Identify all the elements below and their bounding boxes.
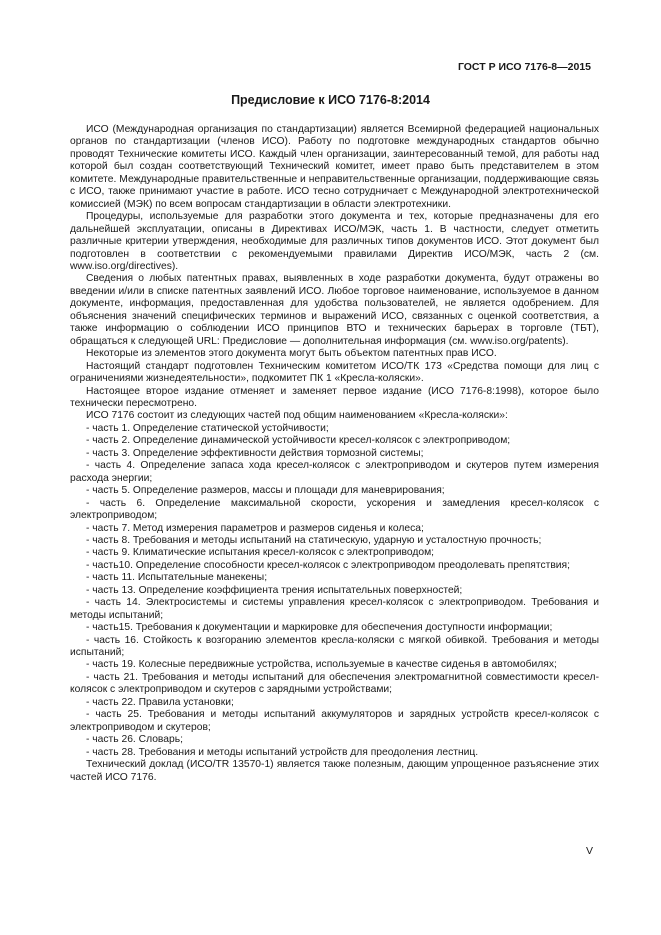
- paragraph: - часть 1. Определение статической устойчивости;: [86, 422, 329, 434]
- paragraph: ИСО 7176 состоит из следующих частей под общим наименованием «Кресла-коляски»:: [86, 410, 508, 422]
- paragraph: Настоящее второе издание отменяет и заменяет первое издание (ИСО 7176-8:1998), которое было технически пересмотрено.: [70, 385, 599, 409]
- paragraph: - часть 28. Требования и методы испытаний устройств для преодоления лестниц.: [86, 746, 479, 758]
- paragraph: Процедуры, используемые для разработки этого документа и тех, которые предназначены для его дальнейшей эксплуатации, описаны в Директивах ИСО/МЭК, часть 1. В частности, следует отметить различные критерии утверждения, необходимые для различных типов документов ИСО. Этот документ был подготовлен в соответствии с рекомендуемыми правилами Директив ИСО/МЭК, часть 2 (см. www.iso.org/directives).: [70, 211, 599, 272]
- paragraph: Настоящий стандарт подготовлен Техническим комитетом ИСО/ТК 173 «Средства помощи для лиц с ограничениями жизнедеятельности», подкомитет ПК 1 «Кресла-коляски».: [70, 360, 599, 385]
- paragraph: - часть 22. Правила установки;: [86, 696, 234, 708]
- paragraph: - часть 7. Метод измерения параметров и размеров сиденья и колеса;: [86, 522, 424, 534]
- paragraph: - часть 16. Стойкость к возгоранию элементов кресла-коляски с мягкой обивкой. Требования и методы испытаний;: [70, 634, 599, 659]
- paragraph: - часть 6. Определение максимальной скорости, ускорения и замедления кресел-колясок с электроприводом;: [70, 497, 599, 522]
- paragraph: - часть 25. Требования и методы испытаний аккумуляторов и зарядных устройств кресел-колясок с электроприводом и скутеров;: [70, 709, 599, 733]
- document-body: [70, 124, 599, 784]
- paragraph: ИСО (Международная организация по стандартизации) является Всемирной федерацией национальных органов по стандартизации (членов ИСО). Работу по подготовке международных стандартов обычно проводят Технические комитеты ИСО. Каждый член организации, заинтересованный темой, для работы над которой был создан соответствующий Технический комитет, имеет право быть представителем в этом комитете. Международные правительственные и неправительственные организации, поддерживающие связь с ИСО, также принимают участие в работе. ИСО тесно сотрудничает с Международной электротехнической комиссией (МЭК) по всем вопросам стандартизации в области электротехники.: [70, 124, 599, 210]
- page-title: Предисловие к ИСО 7176-8:2014: [231, 93, 430, 107]
- paragraph: - часть 21. Требования и методы испытаний для обеспечения электромагнитной совместимости кресел-колясок с электроприводом и скутеров с зарядными устройствами;: [70, 671, 599, 696]
- paragraph: - часть 11. Испытательные манекены;: [86, 572, 268, 584]
- paragraph: - часть 9. Климатические испытания кресел-колясок с электроприводом;: [86, 547, 435, 559]
- paragraph: - часть 19. Колесные передвижные устройства, используемые в качестве сиденья в автомобилях;: [86, 659, 557, 671]
- paragraph: - часть 8. Требования и методы испытаний на статическую, ударную и усталостную прочность;: [86, 534, 542, 546]
- page-number: V: [585, 845, 593, 857]
- paragraph: Сведения о любых патентных правах, выявленных в ходе разработки документа, будут отражены во введении и/или в списке патентных заявлений ИСО. Любое торговое наименование, используемое в данном документе, информация, предоставленная для удобства пользователей, не является одобрением. Для объяснения значений специфических терминов и выражений ИСО, связанных с оценкой соответствия, а также информацию о соблюдении ИСО принципов ВТО и технических барьерах в торговле (ТБТ), обращаться к следующей URL: Предисловие — дополнительная информация (см. www.iso.org/patents).: [70, 273, 599, 347]
- paragraph: - часть 2. Определение динамической устойчивости кресел-колясок с электроприводом;: [86, 435, 511, 447]
- paragraph: - часть15. Требования к документации и маркировке для обеспечения доступности информации;: [86, 622, 553, 634]
- paragraph: - часть 5. Определение размеров, массы и площади для маневрирования;: [86, 485, 445, 497]
- paragraph: - часть 4. Определение запаса хода кресел-колясок с электроприводом и скутеров путем измерения расхода энергии;: [70, 460, 599, 484]
- paragraph: - часть 13. Определение коэффициента трения испытательных поверхностей;: [86, 584, 463, 596]
- paragraph: - часть 14. Электросистемы и системы управления кресел-колясок с электроприводом. Требования и методы испытаний;: [70, 597, 599, 621]
- paragraph: Некоторые из элементов этого документа могут быть объектом патентных прав ИСО.: [86, 348, 497, 360]
- paragraph: - часть10. Определение способности кресел-колясок с электроприводом преодолевать препятствия;: [86, 559, 570, 571]
- document-id-header: ГОСТ Р ИСО 7176-8—2015: [457, 61, 591, 73]
- paragraph: - часть 26. Словарь;: [86, 734, 183, 746]
- paragraph: - часть 3. Определение эффективности действия тормозной системы;: [86, 447, 424, 459]
- paragraph: Технический доклад (ИСО/TR 13570-1) является также полезным, дающим упрощенное разъяснение этих частей ИСО 7176.: [70, 759, 599, 783]
